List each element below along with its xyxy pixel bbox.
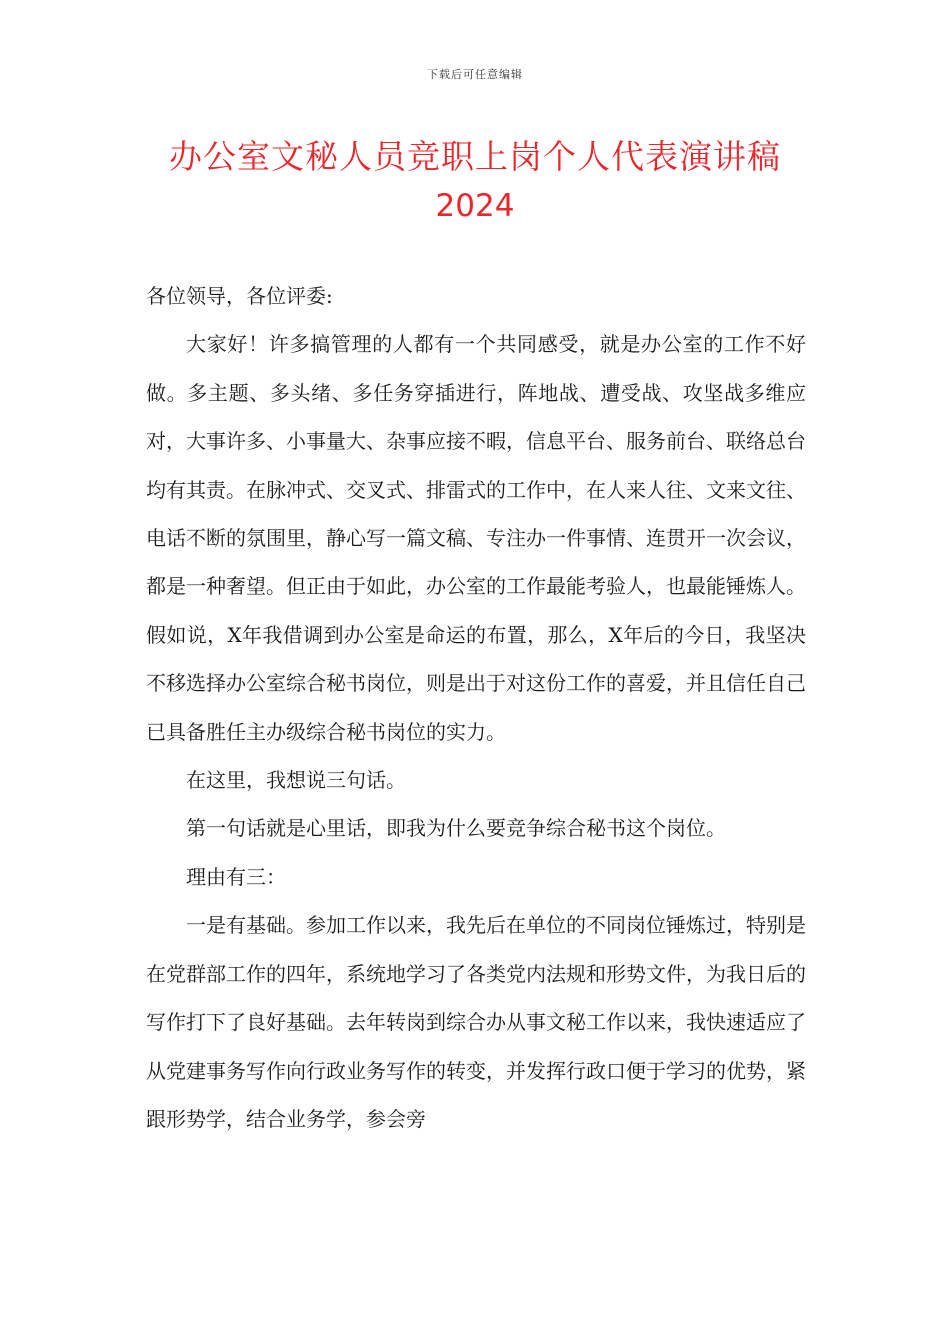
paragraph-reasons: 理由有三： [186,864,286,889]
greeting: 各位领导，各位评委: [146,284,333,308]
paragraph-foundation: 一是有基础。参加工作以来，我先后在单位的不同岗位锤炼过，特别是在党群部工作的四年，系统地学习了各类党内法规和形势文件，为我日后的写作打下了良好基础。去年转岗到综合办从事文秘工作以来，我快速适应了从党建事务写作向行政业务写作的转变，并发挥行政口便于学习的优势，紧跟形势学，结合业务学，参会旁 [146,913,806,1131]
title-line-1: 办公室文秘人员竞职上岗个人代表演讲稿 [169,137,781,176]
document-body [146,272,806,1143]
paragraph-first-sentence: 第一句话就是心里话，即我为什么要竞争综合秘书这个岗位。 [186,816,726,841]
header-note: 下载后可任意编辑 [427,68,523,81]
document-title [100,132,850,228]
paragraph-intro: 大家好！许多搞管理的人都有一个共同感受，就是办公室的工作不好做。多主题、多头绪、多任务穿插进行，阵地战、遭受战、攻坚战多维应对，大事许多、小事量大、杂事应接不暇，信息平台、服务前台、联络总台均有其责。在脉冲式、交叉式、排雷式的工作中，在人来人往、文来文往、电话不断的氛围里，静心写一篇文稿、专注办一件事情、连贯开一次会议，都是一种奢望。但正由于如此，办公室的工作最能考验人，也最能锤炼人。假如说，X年我借调到办公室是命运的布置，那么，X年后的今日，我坚决不移选择办公室综合秘书岗位，则是出于对这份工作的喜爱，并且信任自己已具备胜任主办级综合秘书岗位的实力。 [146,332,806,744]
title-line-2: 2024 [435,188,515,224]
paragraph-three-sentences: 在这里，我想说三句话。 [186,768,406,793]
